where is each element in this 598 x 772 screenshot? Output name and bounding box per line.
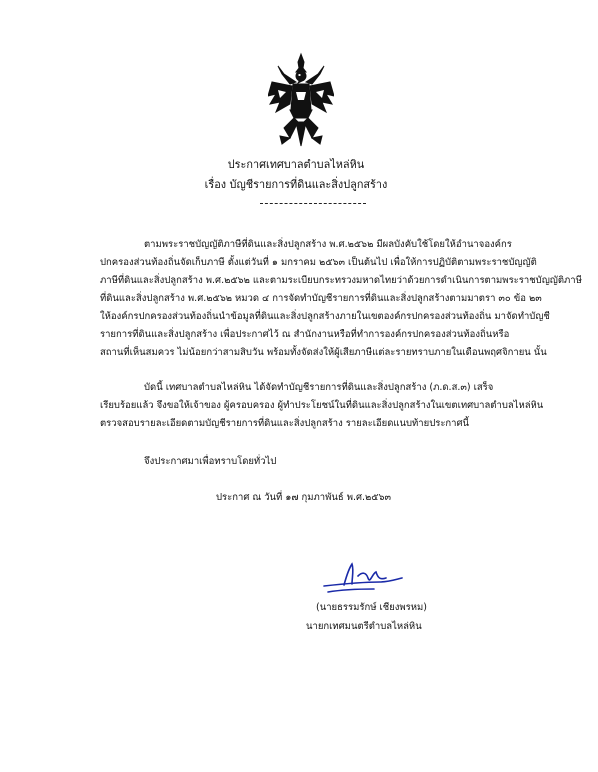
announcement-closing: จึงประกาศมาเพื่อทราบโดยทั่วไป (144, 456, 277, 467)
paragraph-2-line: เรียบร้อยแล้ว จึงขอให้เจ้าของ ผู้ครอบครอง ผู้ทำประโยชน์ในที่ดินและสิ่งปลูกสร้างในเขตเทศบาลตำบลไหล่หิน (100, 400, 544, 411)
title-divider (260, 203, 366, 204)
paragraph-1-line: ที่ดินและสิ่งปลูกสร้าง พ.ศ.๒๕๖๒ หมวด ๔ การจัดทำบัญชีรายการที่ดินและสิ่งปลูกสร้างตามมาตรา ๓๐ ข้อ ๒๓ (100, 293, 542, 304)
paragraph-2-line: ตรวจสอบรายละเอียดตามบัญชีรายการที่ดินและสิ่งปลูกสร้าง รายละเอียดแนบท้ายประกาศนี้ (100, 418, 470, 429)
announcement-issuer: ประกาศเทศบาลตำบลไหล่หิน (227, 158, 365, 171)
signatory-position: นายกเทศมนตรีตำบลไหล่หิน (306, 621, 422, 632)
paragraph-1-line: ให้องค์กรปกครองส่วนท้องถิ่นนำข้อมูลที่ดินและสิ่งปลูกสร้างภายในเขตองค์กรปกครองส่วนท้องถิ่น มาจัดทำบัญชี (100, 311, 550, 322)
paragraph-1-line: ปกครองส่วนท้องถิ่นจัดเก็บภาษี ตั้งแต่วันที่ ๑ มกราคม ๒๕๖๓ เป็นต้นไป เพื่อให้การปฏิบัติตามพระราชบัญญัติ (100, 257, 537, 268)
paragraph-1-line: ตามพระราชบัญญัติภาษีที่ดินและสิ่งปลูกสร้าง พ.ศ.๒๕๖๒ มีผลบังคับใช้โดยให้อำนาจองค์กร (144, 239, 512, 250)
garuda-emblem-icon (268, 52, 334, 148)
announcement-date: ประกาศ ณ วันที่ ๑๗ กุมภาพันธ์ พ.ศ.๒๕๖๓ (216, 492, 392, 503)
paragraph-1-line: รายการที่ดินและสิ่งปลูกสร้าง เพื่อประกาศไว้ ณ สำนักงานหรือที่ทำการองค์กรปกครองส่วนท้องถิ่นหรือ (100, 329, 510, 340)
paragraph-1-line: ภาษีที่ดินและสิ่งปลูกสร้าง พ.ศ.๒๕๖๒ และตามระเบียบกระทรวงมหาดไทยว่าด้วยการดำเนินการตามพระราชบัญญัติภาษี (100, 275, 582, 286)
paragraph-1-line: สถานที่เห็นสมควร ไม่น้อยกว่าสามสิบวัน พร้อมทั้งจัดส่งให้ผู้เสียภาษีแต่ละรายทราบภายในเดือนพฤศจิกายน นั้น (100, 347, 547, 358)
announcement-subject: เรื่อง บัญชีรายการที่ดินและสิ่งปลูกสร้าง (204, 178, 388, 191)
paragraph-2-line: บัดนี้ เทศบาลตำบลไหล่หิน ได้จัดทำบัญชีรายการที่ดินและสิ่งปลูกสร้าง (ภ.ด.ส.๓) เสร็จ (144, 382, 494, 393)
signatory-name: (นายธรรมรักษ์ เชียงพรหม) (316, 602, 427, 613)
handwritten-signature (322, 560, 412, 596)
